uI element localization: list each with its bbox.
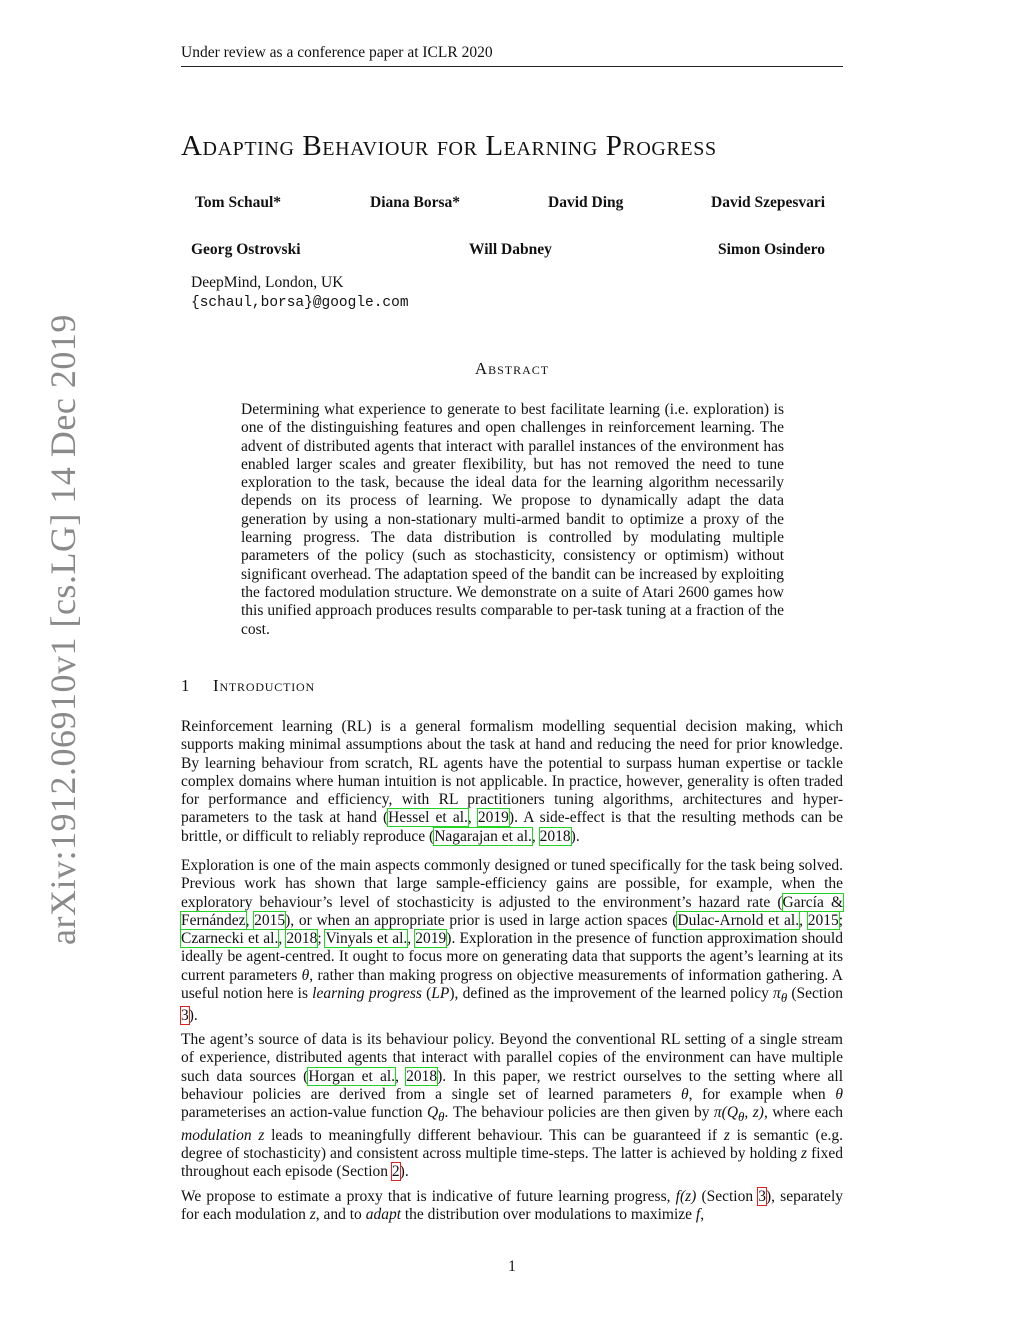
arxiv-identifier[interactable]: arXiv:1912.06910v1 [cs.LG] 14 Dec 2019 [43,314,83,945]
text-run: parameterises an action-value function [181,1104,427,1122]
math-symbol: z [258,1126,265,1144]
abstract-text: Determining what experience to generate to best facilitate learning (i.e. exploration) is one of the distinguishing features and open challenges in reinforcement learning. The advent of distributed agents that interact with parallel instances of the environment has enabled larger scales and greater flexibility, but has not removed the need to tune exploration to the task, because the ideal data for the learning algorithm necessarily depends on its process of learning. We propose to dynamically adapt the data generation by using a non-stationary multi-armed bandit to optimize a proxy of the learning progress. The data distribution is controlled by modulating multiple parameters of the policy (such as stochasticity, consistency or optimism) without significant overhead. The adaptation speed of the bandit can be increased by exploiting the factored modulation structure. We demonstrate on a suite of Atari 2600 games how this unified approach produces results comparable to per-task tuning at a fraction of the cost. [241,401,784,638]
math-symbol: θ [680,1085,689,1103]
citation-link[interactable]: García & Fernández [181,893,843,929]
math-symbol: π [773,985,781,1003]
text-run: , [278,930,287,948]
abstract-heading: Abstract [474,359,550,378]
text-run: fixed throughout each episode (Section [181,1144,843,1181]
math-symbol: f [695,1206,701,1224]
math-symbol: z [801,1144,808,1162]
math-symbol: z [723,1126,730,1144]
emphasis: learning progress [312,985,422,1003]
author-name: David Ding [548,194,624,211]
text-run: ). A side-effect is that the resulting methods can be brittle, or difficult to reliably reproduce ( [181,809,844,845]
emphasis: adapt [365,1206,401,1224]
text-run: ). [188,1007,198,1025]
citation-link[interactable]: Hessel et al. [388,809,468,827]
text-run: , [799,911,808,929]
section-title: Introduction [213,676,315,695]
text-run: , for example when [688,1085,836,1103]
body-paragraph [181,1031,843,1181]
text-run: ). [399,1163,409,1181]
text-run: Exploration is one of the main aspects commonly designed or tuned specifically for the task being solved. Previous work has shown that large sample-efficiency gains are possible, for example, when the exploratory behaviour’s level of stochasticity is adjusted to the environment’s hazard rate ( [181,857,843,911]
text-run: ), defined as the improvement of the learned policy [449,985,774,1003]
math-subscript: θ [438,1109,445,1125]
text-run: , where each [763,1104,843,1122]
math-symbol: π(Q [713,1104,739,1122]
math-subscript: θ [780,990,788,1006]
text-run: , rather than making progress on objective measurements of information gathering. A useful notion here is [181,966,843,1003]
text-run: Reinforcement learning (RL) is a general formalism modelling sequential decision making, which supports making minimal assumptions about the task at hand and reducing the need for prior knowledge. By learning behaviour from scratch, RL agents have the potential to surpass human expertise or tackle complex domains where human intuition is not applicable. In practice, however, generality is often traded for performance and efficiency, with RL practitioners tuning algorithms, architectures and hyper-parameters to the task at hand ( [181,718,843,827]
author-name: Tom Schaul* [195,194,281,211]
math-symbol: θ [301,966,310,984]
citation-link[interactable]: 2018 [286,930,318,948]
text-run: ). In this paper, we restrict ourselves to the setting where all behaviour policies are derived from a single set of learned parameters [181,1067,844,1103]
author-name: Simon Osindero [718,241,825,258]
emphasis: modulation [181,1126,252,1144]
text-run: ; [317,930,326,948]
text-run: is semantic (e.g. degree of stochasticity) and consistent across multiple time-steps. The latter is achieved by holding [181,1126,844,1162]
citation-link[interactable]: Dulac-Arnold et al. [677,911,800,929]
affiliation-block [191,273,409,313]
text-run: ), or when an appropriate prior is used in large action spaces ( [285,911,678,929]
author-email[interactable]: {schaul,borsa}@google.com [191,295,409,311]
text-run: the distribution over modulations to maximize [401,1206,696,1224]
section-heading [181,676,315,696]
text-run: (Section [787,985,843,1003]
section-ref-link[interactable]: 2 [391,1163,400,1181]
author-name: Georg Ostrovski [191,241,301,258]
math-symbol: Q [426,1104,439,1122]
text-run: We propose to estimate a proxy that is indicative of future learning progress, [181,1188,676,1205]
body-paragraph [181,718,843,846]
text-run: ). Exploration in the presence of function approximation should ideally be agent-centred. It ought to focus more on generating data that supports the agent’s learning at its current parameters [181,930,843,984]
text-run: ( [421,985,432,1003]
math-subscript: θ [738,1109,745,1125]
author-name: Diana Borsa* [370,194,460,211]
text-run: The agent’s source of data is its behaviour policy. Beyond the conventional RL setting of a single stream of experience, distributed agents that interact with parallel copies of the environment can have multiple such data sources ( [181,1031,843,1085]
text-run: ). [570,827,580,845]
body-paragraph [181,1188,843,1225]
citation-link[interactable]: 2015 [807,911,839,929]
text-run: , [467,809,478,827]
affiliation: DeepMind, London, UK [191,274,344,291]
text-run: leads to meaningfully different behaviour. This can be guaranteed if [264,1126,724,1144]
paper-title: Adapting Behaviour for Learning Progress [181,130,717,162]
text-run: , [245,911,255,929]
text-run: . The behaviour policies are then given by [444,1104,714,1122]
citation-link[interactable]: Czarnecki et al. [181,930,279,948]
author-name: Will Dabney [469,241,552,258]
citation-link[interactable]: 2015 [254,911,286,929]
text-run: , [531,827,540,845]
citation-link[interactable]: 2019 [477,809,509,827]
section-ref-link[interactable]: 3 [181,1007,189,1025]
citation-link[interactable]: Vinyals et al. [325,930,408,948]
math-symbol: LP [431,985,450,1003]
body-paragraph [181,857,843,1026]
math-symbol: f(z) [675,1188,697,1205]
text-run: , [407,930,416,948]
citation-link[interactable]: 2018 [539,827,571,845]
citation-link[interactable]: Nagarajan et al. [434,827,532,845]
text-run: , [395,1067,407,1085]
section-number: 1 [181,676,191,695]
citation-link[interactable]: 2019 [415,930,447,948]
text-run: (Section [696,1188,759,1205]
page-number: 1 [508,1258,516,1275]
math-symbol: z [309,1206,316,1224]
citation-link[interactable]: 2018 [406,1067,438,1085]
text-run: ; [838,911,843,929]
text-run: ), separately for each modulation [181,1188,843,1224]
math-symbol: θ [835,1085,843,1103]
math-symbol: , z) [744,1104,764,1122]
text-run: , and to [315,1206,366,1224]
author-name: David Szepesvari [711,194,826,211]
section-ref-link[interactable]: 3 [758,1188,766,1205]
text-run: , [700,1206,705,1224]
running-head: Under review as a conference paper at ICLR 2020 [181,44,843,67]
citation-link[interactable]: Horgan et al. [308,1067,396,1085]
